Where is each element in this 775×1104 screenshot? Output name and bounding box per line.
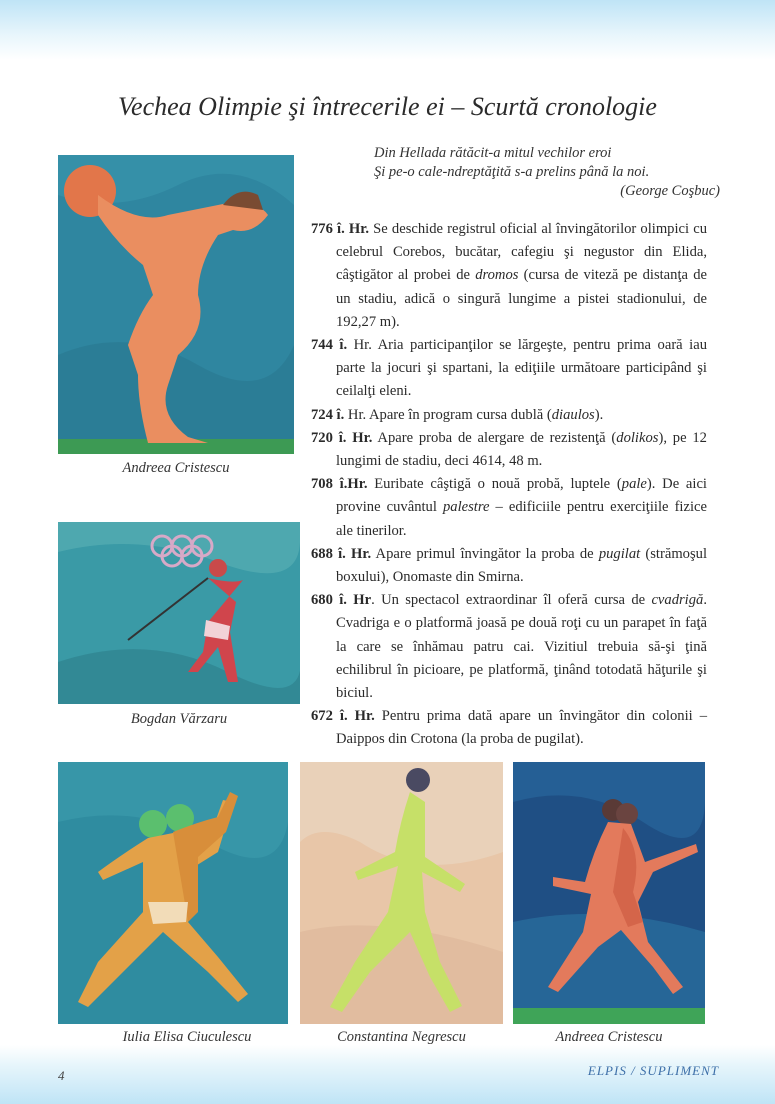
chronology-list	[311, 218, 707, 752]
chronology-entry: 680 î. Hr. Un spectacol extraordinar îl oferă cursa de cvadrigă. Cvadriga e o platformă joasă pe două roţi cu un parapet în faţă la care se înhămau patru cai. Vizitiul trebuia să-şi ţină echilibrul în picioare, pe platformă, ţinând totodată hăţurile şi biciul.	[311, 592, 707, 702]
page-title: Vechea Olimpie şi întrecerile ei – Scurtă cronologie	[118, 92, 657, 121]
caption-painting-3: Iulia Elisa Ciuculescu	[122, 1029, 252, 1045]
chronology-entry: 744 î. Hr. Aria participanţilor se lărgeşte, pentru prima oară iau parte la jocuri şi spartani, la ediţiile următoare participând şi ceilalţi eleni.	[311, 337, 707, 400]
top-gradient-band	[0, 0, 775, 60]
painting-two-runners	[58, 762, 288, 1024]
chronology-entry: 724 î. Hr. Apare în program cursa dublă (diaulos).	[311, 406, 604, 423]
motto-author: (George Coşbuc)	[620, 183, 720, 199]
publication-label: ELPIS / SUPLIMENT	[587, 1063, 719, 1078]
caption-painting-2: Bogdan Vărzaru	[130, 711, 228, 727]
motto-line-2: Şi pe-o cale-ndreptăţită s-a prelins până la noi.	[374, 164, 650, 180]
caption-painting-5: Andreea Cristescu	[555, 1029, 663, 1045]
caption-painting-4: Constantina Negrescu	[337, 1029, 466, 1045]
chronology-entry: 776 î. Hr. Se deschide registrul oficial al învingătorilor olimpici cu celebrul Corebos, bucătar, cafegiu şi negustor din Elida, câştigător al probei de dromos (cursa de viteză pe distanţa de un stadiu, adică o singură lungime a pistei stadionului, de 192,27 m).	[311, 221, 707, 330]
chronology-entry: 688 î. Hr. Apare primul învingător la proba de pugilat (strămoşul boxului), Onomaste din Smirna.	[311, 545, 707, 586]
caption-painting-1: Andreea Cristescu	[122, 460, 230, 476]
painting-discus-thrower	[58, 155, 294, 454]
painting-javelin-thrower	[58, 522, 300, 704]
page-number: 4	[58, 1068, 65, 1083]
painting-green-runner	[300, 762, 503, 1024]
chronology-entry: 672 î. Hr. Pentru prima dată apare un învingător din colonii – Daippos din Crotona (la proba de pugilat).	[311, 708, 707, 748]
motto-line-1: Din Hellada rătăcit-a mitul vechilor eroi	[374, 145, 612, 161]
motto	[374, 144, 720, 201]
painting-running-pair	[513, 762, 705, 1024]
chronology-entry: 708 î.Hr. Euribate câştigă o nouă probă, luptele (pale). De aici provine cuvântul palestre – edificiile pentru exerciţiile fizice ale tinerilor.	[311, 476, 707, 539]
chronology-entry: 720 î. Hr. Apare proba de alergare de rezistenţă (dolikos), pe 12 lungimi de stadiu, deci 4614, 48 m.	[311, 429, 707, 470]
